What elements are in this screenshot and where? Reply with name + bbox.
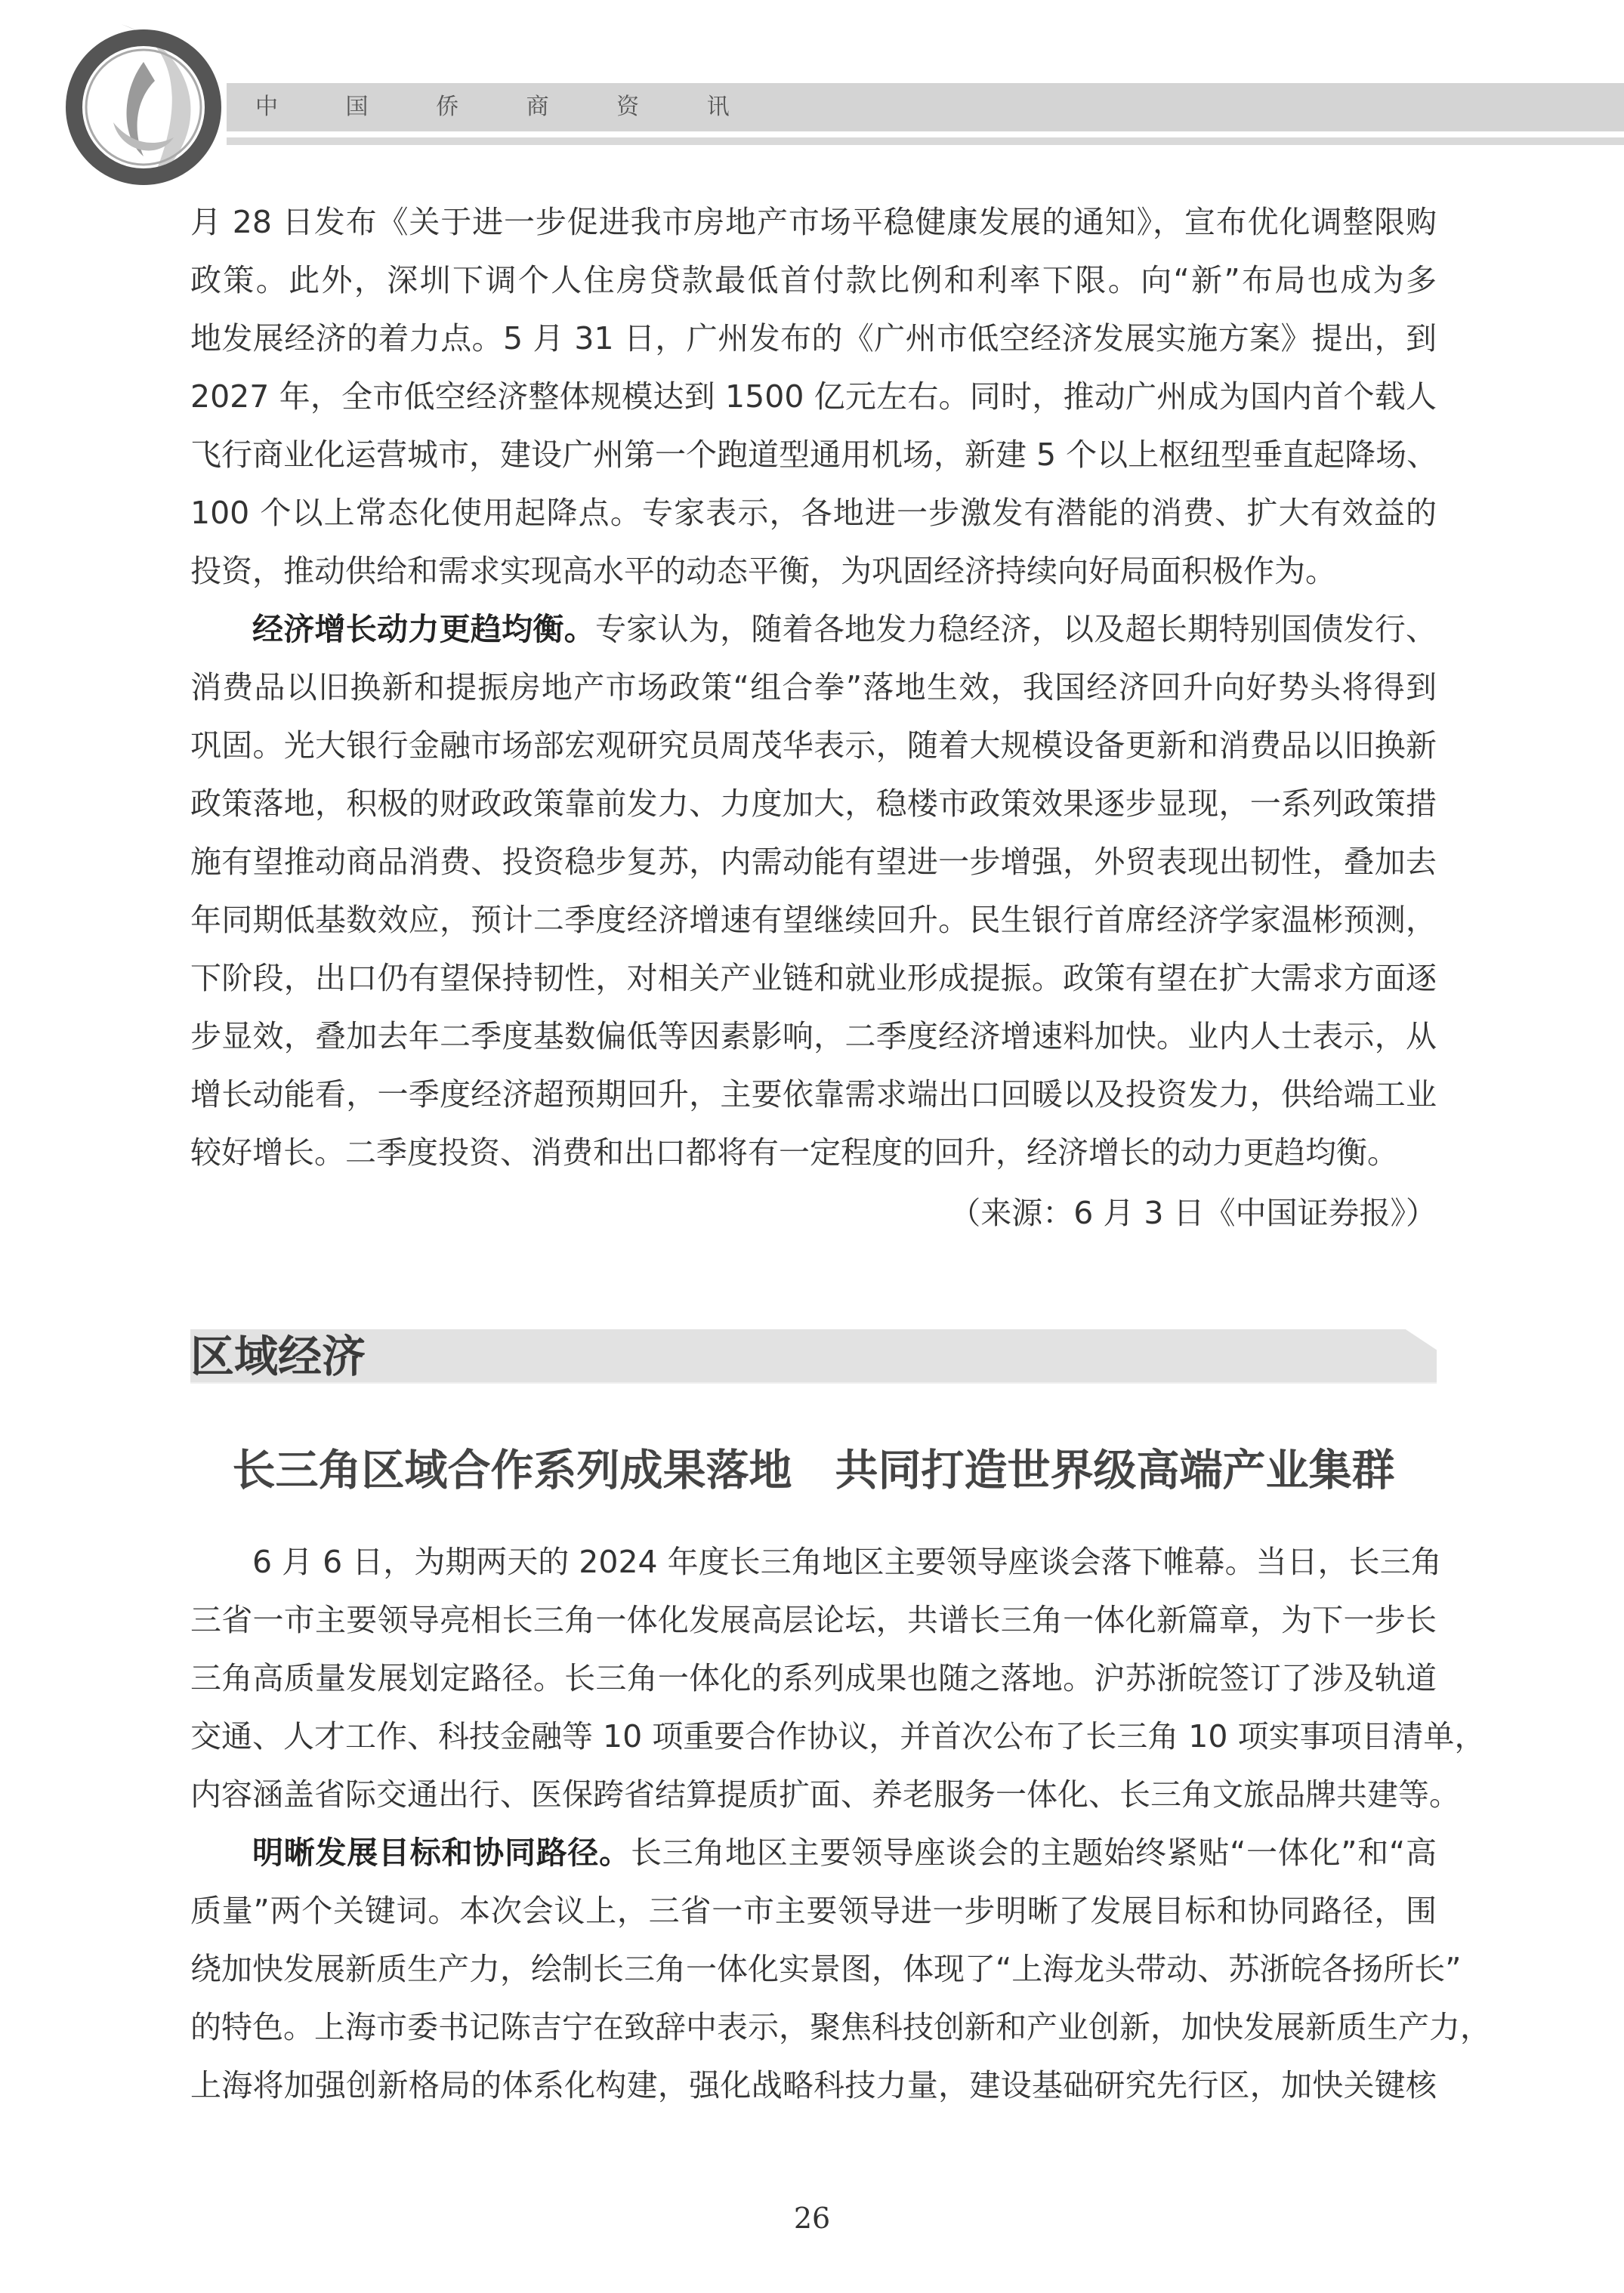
paragraph xyxy=(190,1533,1486,1824)
paragraph xyxy=(190,193,1437,600)
line-text: 步显效，叠加去年二季度基数偏低等因素影响，二季度经济增速料加快。业内人士表示，从 xyxy=(190,1018,1437,1054)
paragraph xyxy=(190,600,1437,1182)
line-text: 政策。此外，深圳下调个人住房贷款最低首付款比例和利率下限。向“新”布局也成为多 xyxy=(190,262,1437,298)
text-line xyxy=(190,1940,1462,1998)
text-line xyxy=(190,600,1437,659)
source-citation: （来源：6 月 3 日《中国证券报》） xyxy=(949,1195,1437,1231)
line-text: 增长动能看，一季度经济超预期回升，主要依靠需求端出口回暖以及投资发力，供给端工业 xyxy=(190,1076,1437,1113)
line-text: 政策落地，积极的财政政策靠前发力、力度加大，稳楼市政策效果逐步显现，一系列政策措 xyxy=(190,785,1437,822)
line-text: 飞行商业化运营城市，建设广州第一个跑道型通用机场，新建 5 个以上枢纽型垂直起降场、 xyxy=(190,437,1438,473)
text-line xyxy=(190,252,1437,310)
text-line xyxy=(190,193,1437,252)
header-rule xyxy=(227,137,1624,145)
paragraph-lead: 经济增长动力更趋均衡。 xyxy=(252,611,595,647)
text-line xyxy=(190,1124,1437,1182)
text-line xyxy=(190,1998,1491,2057)
text-line xyxy=(190,1882,1437,1940)
text-line xyxy=(190,426,1437,484)
line-text: 投资，推动供给和需求实现高水平的动态平衡，为巩固经济持续向好局面积极作为。 xyxy=(190,553,1336,589)
line-text: 施有望推动商品消费、投资稳步复苏，内需动能有望进一步增强，外贸表现出韧性，叠加去 xyxy=(190,844,1437,880)
line-text: 内容涵盖省际交通出行、医保跨省结算提质扩面、养老服务一体化、长三角文旅品牌共建等。 xyxy=(190,1776,1460,1813)
line-text: 专家认为，随着各地发力稳经济，以及超长期特别国债发行、 xyxy=(594,611,1437,647)
text-line xyxy=(190,949,1437,1008)
line-text: 较好增长。二季度投资、消费和出口都将有一定程度的回升，经济增长的动力更趋均衡。 xyxy=(190,1134,1398,1171)
paragraph xyxy=(190,1824,1491,2115)
line-text: 质量”两个关键词。本次会议上，三省一市主要领导进一步明晰了发展目标和协同路径，围 xyxy=(190,1893,1437,1929)
publication-title: 中 国 侨 商 资 讯 xyxy=(255,94,760,120)
text-line xyxy=(190,1824,1437,1882)
text-line xyxy=(190,659,1437,717)
text-line xyxy=(190,368,1437,426)
text-line xyxy=(190,717,1437,775)
line-text: 三角高质量发展划定路径。长三角一体化的系列成果也随之落地。沪苏浙皖签订了涉及轨道 xyxy=(190,1660,1437,1696)
text-line xyxy=(190,1533,1442,1591)
text-line xyxy=(190,2057,1437,2115)
line-text: 长三角地区主要领导座谈会的主题始终紧贴“一体化”和“高 xyxy=(630,1835,1437,1871)
section-title: 区域经济 xyxy=(190,1331,366,1382)
text-line xyxy=(190,775,1437,833)
line-text: 消费品以旧换新和提振房地产市场政策“组合拳”落地生效，我国经济回升向好势头将得到 xyxy=(190,669,1437,705)
line-text: 月 28 日发布《关于进一步促进我市房地产市场平稳健康发展的通知》，宣布优化调整限购 xyxy=(190,204,1437,240)
text-line xyxy=(190,1650,1437,1708)
text-line xyxy=(190,1708,1486,1766)
line-text: 三省一市主要领导亮相长三角一体化发展高层论坛，共谱长三角一体化新篇章，为下一步长 xyxy=(190,1602,1437,1638)
line-text: 交通、人才工作、科技金融等 10 项重要合作协议，并首次公布了长三角 10 项实事项目清单， xyxy=(190,1718,1486,1754)
line-text: 巩固。光大银行金融市场部宏观研究员周茂华表示，随着大规模设备更新和消费品以旧换新 xyxy=(190,727,1437,764)
line-text: 的特色。上海市委书记陈吉宁在致辞中表示，聚焦科技创新和产业创新，加快发展新质生产力， xyxy=(190,2009,1491,2045)
text-line xyxy=(190,484,1437,542)
line-text: 地发展经济的着力点。5 月 31 日，广州发布的《广州市低空经济发展实施方案》提出，到 xyxy=(190,320,1437,356)
text-line xyxy=(190,833,1437,891)
text-line xyxy=(190,1766,1460,1824)
text-line xyxy=(190,1591,1437,1650)
association-logo-icon xyxy=(60,9,242,190)
line-text: 上海将加强创新格局的体系化构建，强化战略科技力量，建设基础研究先行区，加快关键核 xyxy=(190,2067,1437,2103)
line-text: 年同期低基数效应，预计二季度经济增速有望继续回升。民生银行首席经济学家温彬预测， xyxy=(190,902,1437,938)
line-text: 100 个以上常态化使用起降点。专家表示，各地进一步激发有潜能的消费、扩大有效益的 xyxy=(190,495,1437,531)
text-line xyxy=(190,310,1437,368)
text-line xyxy=(190,542,1437,600)
section-band xyxy=(190,1329,1437,1384)
text-line xyxy=(190,1008,1437,1066)
paragraph-lead: 明晰发展目标和协同路径。 xyxy=(252,1835,631,1871)
article-title: 长三角区域合作系列成果落地 共同打造世界级高端产业集群 xyxy=(232,1446,1395,1495)
line-text: 2027 年，全市低空经济整体规模达到 1500 亿元左右。同时，推动广州成为国内首个载人 xyxy=(190,378,1437,415)
line-text: 绕加快发展新质生产力，绘制长三角一体化实景图，体现了“上海龙头带动、苏浙皖各扬所长” xyxy=(190,1951,1462,1987)
line-text: 下阶段，出口仍有望保持韧性，对相关产业链和就业形成提振。政策有望在扩大需求方面逐 xyxy=(190,960,1437,996)
text-line xyxy=(190,1066,1437,1124)
line-text: 6 月 6 日，为期两天的 2024 年度长三角地区主要领导座谈会落下帷幕。当日，长三角 xyxy=(252,1544,1442,1580)
text-line xyxy=(190,891,1437,949)
page-number: 26 xyxy=(793,2202,831,2235)
